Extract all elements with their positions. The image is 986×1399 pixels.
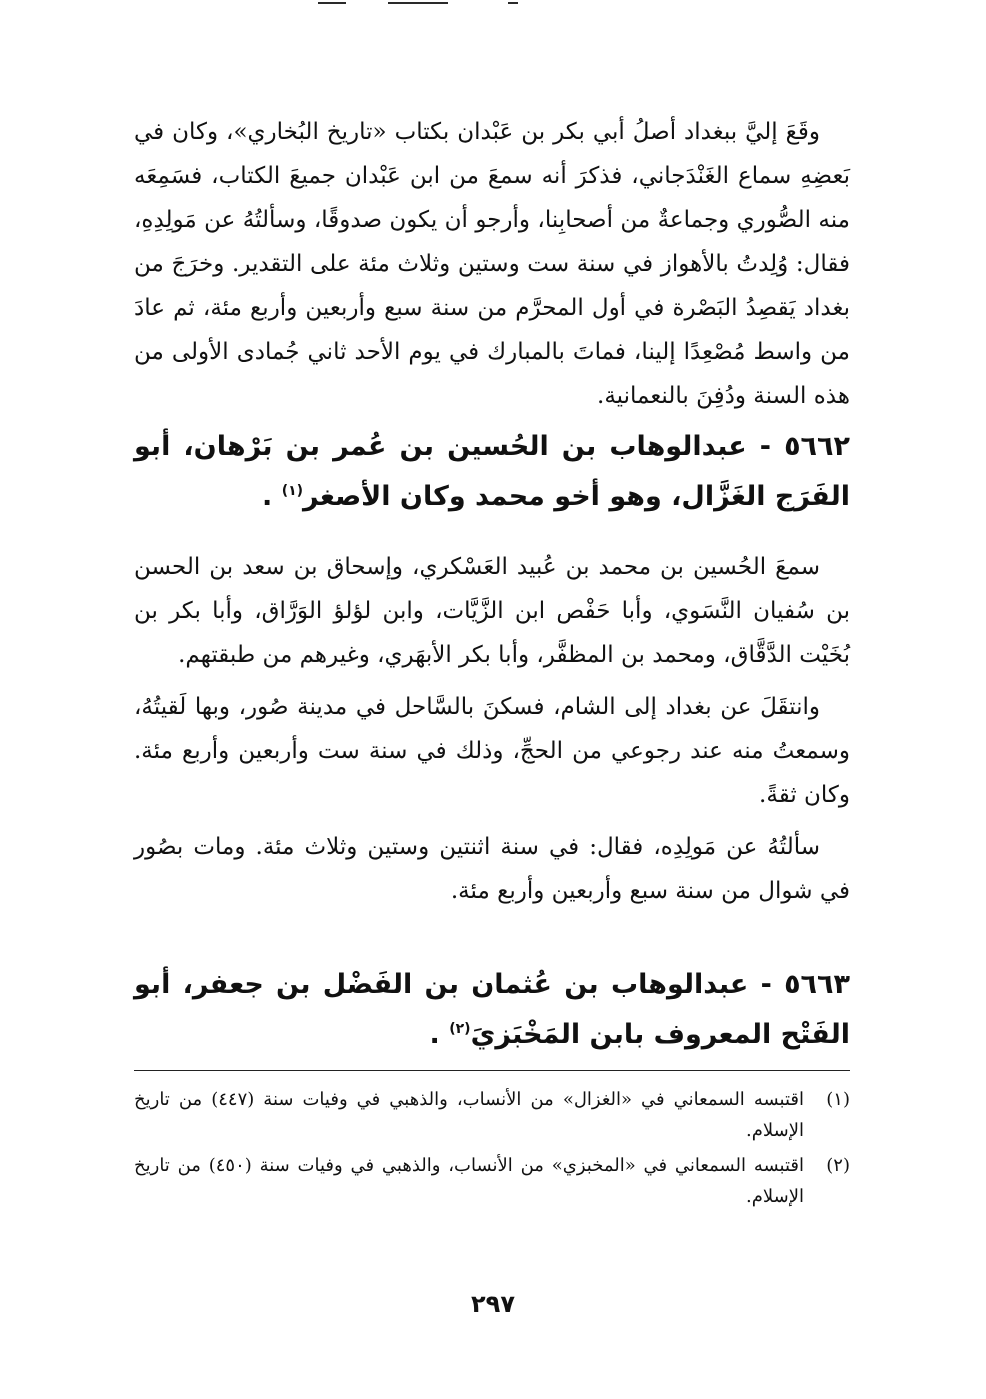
body-paragraph: سألتُهُ عن مَولِدِه، فقال: في سنة اثنتين وستين وثلاث مئة. ومات بصُور في شوال من سنة سبع وأربعين وأربع مئة. [134,834,850,904]
top-edge-marks [318,0,538,6]
footnote-item [134,1084,850,1146]
entry-5662-body [134,545,850,913]
body-paragraph: وانتقَلَ عن بغداد إلى الشام، فسكنَ بالسَّاحل في مدينة صُور، وبها لَقيتُهُ، وسمعتُ منه عند رجوعي من الحجِّ، وذلك في سنة ست وأربعين وأربع مئة. وكان ثقةً. [134,694,850,808]
footnote-ref: (١) [281,483,304,499]
entry-heading-end: . [429,1019,450,1050]
footnote-text: اقتبسه السمعاني في «المخبزي» من الأنساب، والذهبي في وفيات سنة (٤٥٠) من تاريخ الإسلام. [134,1155,804,1207]
footnote-number: (١) [826,1089,850,1110]
entry-heading-text: ٥٦٦٢ - عبدالوهاب بن الحُسين بن عُمر بن بَرْهان، أبو الفَرَج الغَزَّال، وهو أخو محمد وكان الأصغر [134,431,850,512]
footnote-number: (٢) [826,1155,850,1176]
footnote-divider [134,1070,850,1071]
entry-heading-end: . [262,481,282,512]
body-paragraph: سمعَ الحُسين بن محمد بن عُبيد العَسْكري، وإسحاق بن سعد بن الحسن بن سُفيان النَّسَوي، وأبا حَفْص ابن الزَّيَّات، وابن لؤلؤ الوَرَّاق، وأبا بكر بن بُخَيْت الدَّقَّاق، ومحمد بن المظفَّر، وأبا بكر الأبهَري، وغيرهم من طبقتهم. [134,554,850,668]
footnotes [134,1084,850,1216]
entry-heading [134,960,850,1060]
footnote-item [134,1150,850,1212]
footnote-ref: (٢) [449,1021,471,1037]
entry-heading-text: ٥٦٦٣ - عبدالوهاب بن عُثمان بن الفَضْل بن جعفر، أبو الفَتْح المعروف بابن المَخْبَزيَ [134,969,850,1050]
entry-5662-heading-block [134,422,850,522]
entry-continuation [134,110,850,418]
page-number: ٢٩٧ [471,1290,515,1318]
entry-5663-heading-block [134,960,850,1060]
body-paragraph: وقَعَ إليَّ ببغداد أصلُ أبي بكر بن عَبْدان بكتاب «تاريخ البُخاري»، وكان في بَعضِهِ سماع الغَنْدَجاني، فذكرَ أنه سمعَ من ابن عَبْدان جميعَ الكتاب، فسَمِعَه منه الصُّوري وجماعةٌ من أصحابِنا، وأرجو أن يكون صدوقًا، وسألتُهُ عن مَولِدِهِ، فقال: وُلِدتُ بالأهواز في سنة ست وستين وثلاث مئة على التقدير. وخرَجَ من بغداد يَقصِدُ البَصْرة في أول المحرَّم من سنة سبع وأربعين وأربع مئة، ثم عادَ من واسط مُصْعِدًا إلينا، فماتَ بالمبارك في يوم الأحد ثاني جُمادى الأولى من هذه السنة ودُفِنَ بالنعمانية. [134,119,850,409]
entry-heading [134,422,850,522]
footnote-text: اقتبسه السمعاني في «الغزال» من الأنساب، والذهبي في وفيات سنة (٤٤٧) من تاريخ الإسلام. [134,1089,805,1141]
